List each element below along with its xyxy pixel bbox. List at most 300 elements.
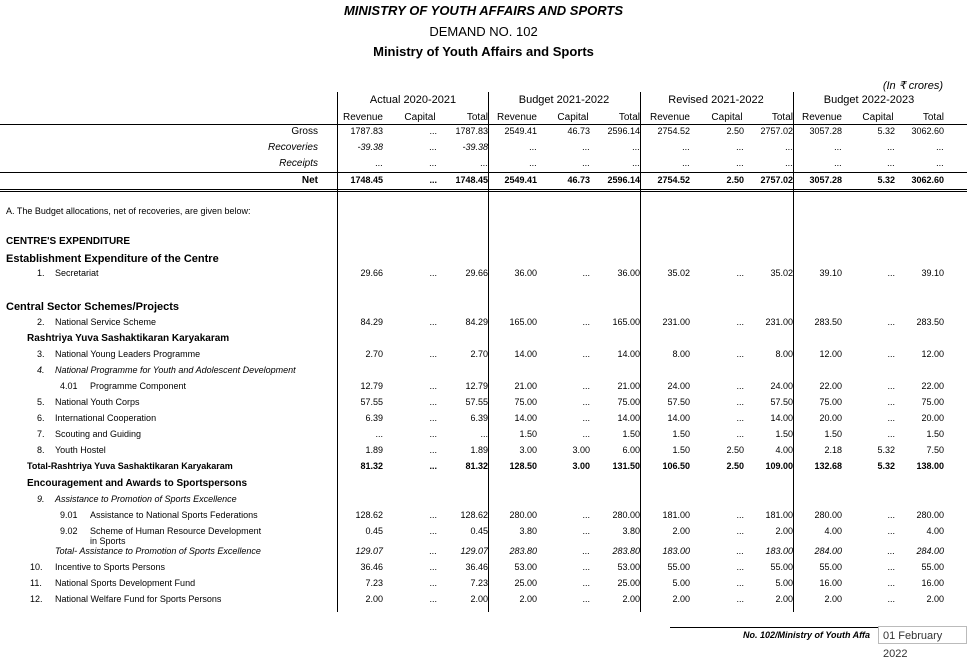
cell-value: 3.80 bbox=[622, 526, 640, 536]
cell-value: ... bbox=[834, 142, 842, 152]
cell-value: 2.00 bbox=[926, 594, 944, 604]
cell-value: ... bbox=[429, 594, 437, 604]
table-row bbox=[0, 461, 967, 477]
row-label: Assistance to National Sports Federations bbox=[90, 510, 258, 520]
cell-value: 2.00 bbox=[775, 526, 793, 536]
cell-value: 12.00 bbox=[921, 349, 944, 359]
cell-value: ... bbox=[736, 526, 744, 536]
cell-value: ... bbox=[429, 461, 437, 471]
cell-value: 35.02 bbox=[770, 268, 793, 278]
cell-value: 2.70 bbox=[365, 349, 383, 359]
cell-value: ... bbox=[582, 268, 590, 278]
row-label: National Sports Development Fund bbox=[55, 578, 196, 588]
cell-value: 46.73 bbox=[567, 126, 590, 136]
cell-value: ... bbox=[429, 445, 437, 455]
table-row bbox=[0, 445, 967, 461]
cell-value: ... bbox=[887, 546, 895, 556]
cell-value: 8.00 bbox=[672, 349, 690, 359]
cell-value: 3.80 bbox=[519, 526, 537, 536]
cell-value: ... bbox=[429, 562, 437, 572]
cell-value: 36.00 bbox=[617, 268, 640, 278]
cell-value: 3.00 bbox=[572, 461, 590, 471]
row-label: Gross bbox=[291, 126, 318, 137]
cell-value: ... bbox=[736, 594, 744, 604]
cell-value: 53.00 bbox=[514, 562, 537, 572]
cell-value: ... bbox=[887, 268, 895, 278]
cell-value: 36.46 bbox=[465, 562, 488, 572]
section-heading-central_sector: Central Sector Schemes/Projects bbox=[6, 301, 180, 313]
section-heading-establishment: Establishment Expenditure of the Centre bbox=[6, 253, 219, 265]
cell-value: 46.73 bbox=[567, 175, 590, 185]
row-label: National Welfare Fund for Sports Persons bbox=[55, 594, 222, 604]
cell-value: 129.07 bbox=[460, 546, 488, 556]
cell-value: ... bbox=[736, 413, 744, 423]
cell-value: 29.66 bbox=[465, 268, 488, 278]
cell-value: 1.50 bbox=[622, 429, 640, 439]
cell-value: ... bbox=[582, 397, 590, 407]
cell-value: 3057.28 bbox=[809, 126, 842, 136]
row-number: 10. bbox=[30, 562, 43, 572]
table-row bbox=[0, 429, 967, 445]
cell-value: 2754.52 bbox=[657, 175, 690, 185]
footer-demand: No. 102/Ministry of Youth Affa bbox=[743, 630, 871, 640]
cell-value: ... bbox=[887, 381, 895, 391]
cell-value: 24.00 bbox=[770, 381, 793, 391]
cell-value: 7.23 bbox=[470, 578, 488, 588]
row-label: Youth Hostel bbox=[55, 445, 106, 455]
cell-value: ... bbox=[736, 381, 744, 391]
cell-value: ... bbox=[887, 413, 895, 423]
row-label: Incentive to Sports Persons bbox=[55, 562, 166, 572]
cell-value: 57.55 bbox=[465, 397, 488, 407]
row-label: Net bbox=[301, 175, 318, 186]
cell-value: 12.79 bbox=[465, 381, 488, 391]
cell-value: 55.00 bbox=[667, 562, 690, 572]
cell-value: 3.00 bbox=[572, 445, 590, 455]
cell-value: ... bbox=[632, 142, 640, 152]
row-number: 1. bbox=[37, 268, 45, 278]
cell-value: 2549.41 bbox=[504, 175, 537, 185]
row-label: Scheme of Human Resource Development bbox=[90, 526, 262, 536]
row-label: National Young Leaders Programme bbox=[55, 349, 201, 359]
row-number: 7. bbox=[37, 429, 45, 439]
cell-value: ... bbox=[375, 429, 383, 439]
row-number: 12. bbox=[30, 594, 43, 604]
cell-value: -39.38 bbox=[462, 142, 488, 152]
sub-header-revenue: Revenue bbox=[342, 112, 383, 123]
cell-value: 131.50 bbox=[612, 461, 640, 471]
cell-value: 2.50 bbox=[726, 126, 744, 136]
cell-value: 231.00 bbox=[765, 317, 793, 327]
cell-value: ... bbox=[582, 413, 590, 423]
cell-value: 2549.41 bbox=[504, 126, 537, 136]
cell-value: ... bbox=[936, 158, 944, 168]
cell-value: ... bbox=[785, 158, 793, 168]
cell-value: 2596.14 bbox=[607, 175, 640, 185]
cell-value: 22.00 bbox=[921, 381, 944, 391]
cell-value: ... bbox=[887, 510, 895, 520]
cell-value: ... bbox=[480, 429, 488, 439]
cell-value: 2.50 bbox=[726, 175, 744, 185]
cell-value: 6.39 bbox=[470, 413, 488, 423]
cell-value: ... bbox=[429, 381, 437, 391]
cell-value: 4.00 bbox=[824, 526, 842, 536]
cell-value: 39.10 bbox=[921, 268, 944, 278]
cell-value: 5.32 bbox=[877, 126, 895, 136]
row-number: 11. bbox=[30, 578, 42, 588]
row-label: Receipts bbox=[279, 158, 318, 169]
row-label: Total- Assistance to Promotion of Sports Excellence bbox=[55, 546, 261, 556]
cell-value: ... bbox=[682, 142, 690, 152]
cell-value: 57.55 bbox=[360, 397, 383, 407]
cell-value: 2.00 bbox=[470, 594, 488, 604]
cell-value: 75.00 bbox=[921, 397, 944, 407]
cell-value: 1.50 bbox=[926, 429, 944, 439]
cell-value: ... bbox=[582, 594, 590, 604]
cell-value: 283.80 bbox=[509, 546, 537, 556]
table-row bbox=[0, 594, 967, 610]
cell-value: ... bbox=[936, 142, 944, 152]
cell-value: 2596.14 bbox=[607, 126, 640, 136]
cell-value: ... bbox=[736, 142, 744, 152]
cell-value: ... bbox=[736, 268, 744, 278]
section-heading-rysk: Rashtriya Yuva Sashaktikaran Karyakaram bbox=[27, 333, 230, 344]
cell-value: 16.00 bbox=[819, 578, 842, 588]
row-number: 5. bbox=[37, 397, 45, 407]
cell-value: ... bbox=[429, 429, 437, 439]
cell-value: 84.29 bbox=[465, 317, 488, 327]
row-number: 4. bbox=[37, 365, 45, 375]
cell-value: 14.00 bbox=[514, 413, 537, 423]
cell-value: 5.32 bbox=[877, 445, 895, 455]
cell-value: 8.00 bbox=[775, 349, 793, 359]
summary-row bbox=[0, 175, 967, 191]
row-label: National Youth Corps bbox=[55, 397, 140, 407]
cell-value: ... bbox=[529, 142, 537, 152]
table-row bbox=[0, 365, 967, 381]
cell-value: ... bbox=[632, 158, 640, 168]
cell-value: 55.00 bbox=[819, 562, 842, 572]
cell-value: 36.46 bbox=[360, 562, 383, 572]
cell-value: ... bbox=[529, 158, 537, 168]
cell-value: 1787.83 bbox=[350, 126, 383, 136]
summary-row bbox=[0, 158, 967, 174]
cell-value: 1.50 bbox=[824, 429, 842, 439]
cell-value: 1.50 bbox=[775, 429, 793, 439]
cell-value: 165.00 bbox=[509, 317, 537, 327]
cell-value: 231.00 bbox=[662, 317, 690, 327]
cell-value: ... bbox=[887, 349, 895, 359]
cell-value: ... bbox=[887, 578, 895, 588]
table-row bbox=[0, 268, 967, 284]
cell-value: ... bbox=[429, 349, 437, 359]
cell-value: 75.00 bbox=[819, 397, 842, 407]
cell-value: 6.00 bbox=[622, 445, 640, 455]
cell-value: ... bbox=[887, 429, 895, 439]
cell-value: ... bbox=[582, 349, 590, 359]
row-label: Assistance to Promotion of Sports Excellence bbox=[55, 494, 237, 504]
cell-value: 280.00 bbox=[916, 510, 944, 520]
row-label: Total-Rashtriya Yuva Sashaktikaran Karyakaram bbox=[27, 461, 233, 471]
cell-value: 35.02 bbox=[667, 268, 690, 278]
table-row bbox=[0, 578, 967, 594]
sub-header-revenue: Revenue bbox=[649, 112, 690, 123]
cell-value: 55.00 bbox=[921, 562, 944, 572]
cell-value: 283.50 bbox=[814, 317, 842, 327]
cell-value: ... bbox=[736, 317, 744, 327]
cell-value: ... bbox=[582, 562, 590, 572]
cell-value: 4.00 bbox=[926, 526, 944, 536]
cell-value: ... bbox=[429, 413, 437, 423]
table-row bbox=[0, 546, 967, 562]
row-number: 2. bbox=[37, 317, 45, 327]
table-row bbox=[0, 562, 967, 578]
table-row bbox=[0, 349, 967, 365]
summary-row bbox=[0, 126, 967, 142]
cell-value: 12.00 bbox=[819, 349, 842, 359]
table-row bbox=[0, 381, 967, 397]
cell-value: 14.00 bbox=[514, 349, 537, 359]
cell-value: 57.50 bbox=[667, 397, 690, 407]
cell-value: 181.00 bbox=[662, 510, 690, 520]
cell-value: ... bbox=[429, 142, 437, 152]
cell-value: ... bbox=[736, 510, 744, 520]
cell-value: 7.23 bbox=[365, 578, 383, 588]
cell-value: 84.29 bbox=[360, 317, 383, 327]
table-row bbox=[0, 317, 967, 333]
cell-value: 3062.60 bbox=[911, 175, 944, 185]
cell-value: 1.89 bbox=[365, 445, 383, 455]
row-number: 9.01 bbox=[60, 510, 78, 520]
cell-value: 5.00 bbox=[775, 578, 793, 588]
cell-value: 2.00 bbox=[824, 594, 842, 604]
cell-value: ... bbox=[429, 317, 437, 327]
cell-value: 25.00 bbox=[514, 578, 537, 588]
cell-value: 1.50 bbox=[672, 445, 690, 455]
row-label: National Programme for Youth and Adolescent Development bbox=[55, 365, 296, 375]
cell-value: 3.00 bbox=[519, 445, 537, 455]
cell-value: 1.89 bbox=[470, 445, 488, 455]
cell-value: ... bbox=[736, 397, 744, 407]
cell-value: ... bbox=[887, 594, 895, 604]
cell-value: 21.00 bbox=[514, 381, 537, 391]
cell-value: 0.45 bbox=[470, 526, 488, 536]
row-label: Programme Component bbox=[90, 381, 187, 391]
cell-value: 3057.28 bbox=[809, 175, 842, 185]
sub-header-capital: Capital bbox=[557, 112, 589, 123]
cell-value: 20.00 bbox=[819, 413, 842, 423]
cell-value: ... bbox=[736, 546, 744, 556]
cell-value: 14.00 bbox=[667, 413, 690, 423]
row-number: 8. bbox=[37, 445, 45, 455]
cell-value: ... bbox=[429, 175, 437, 185]
net-rule-bottom-2 bbox=[0, 191, 967, 192]
cell-value: ... bbox=[887, 317, 895, 327]
row-label: Recoveries bbox=[267, 142, 318, 153]
section-heading-encouragement: Encouragement and Awards to Sportspersons bbox=[27, 478, 248, 489]
sub-header-capital: Capital bbox=[862, 112, 894, 123]
cell-value: ... bbox=[887, 142, 895, 152]
sub-header-capital: Capital bbox=[711, 112, 743, 123]
cell-value: ... bbox=[582, 381, 590, 391]
cell-value: 57.50 bbox=[770, 397, 793, 407]
cell-value: 3062.60 bbox=[911, 126, 944, 136]
cell-value: ... bbox=[429, 546, 437, 556]
column-group-header: Revised 2021-2022 bbox=[668, 94, 764, 106]
cell-value: 53.00 bbox=[617, 562, 640, 572]
cell-value: 1787.83 bbox=[455, 126, 488, 136]
cell-value: ... bbox=[582, 429, 590, 439]
cell-value: 5.32 bbox=[877, 175, 895, 185]
cell-value: 2.00 bbox=[672, 594, 690, 604]
cell-value: 109.00 bbox=[765, 461, 793, 471]
row-label: Secretariat bbox=[55, 268, 99, 278]
cell-value: 39.10 bbox=[819, 268, 842, 278]
cell-value: ... bbox=[887, 158, 895, 168]
cell-value: 183.00 bbox=[765, 546, 793, 556]
table-row bbox=[0, 494, 967, 510]
cell-value: 55.00 bbox=[770, 562, 793, 572]
header-rule bbox=[0, 124, 967, 125]
cell-value: 81.32 bbox=[465, 461, 488, 471]
table-row bbox=[0, 510, 967, 526]
summary-row bbox=[0, 142, 967, 158]
table-row bbox=[0, 413, 967, 429]
cell-value: 5.32 bbox=[877, 461, 895, 471]
cell-value: 2757.02 bbox=[760, 126, 793, 136]
cell-value: 128.50 bbox=[509, 461, 537, 471]
table-row bbox=[0, 397, 967, 413]
cell-value: 2.00 bbox=[775, 594, 793, 604]
cell-value: 2.50 bbox=[726, 461, 744, 471]
cell-value: 20.00 bbox=[921, 413, 944, 423]
ministry-title: MINISTRY OF YOUTH AFFAIRS AND SPORTS bbox=[343, 3, 624, 18]
table-row bbox=[0, 526, 967, 546]
cell-value: 2.00 bbox=[622, 594, 640, 604]
row-number: 9.02 bbox=[60, 526, 78, 536]
cell-value: 2.00 bbox=[519, 594, 537, 604]
cell-value: ... bbox=[887, 397, 895, 407]
cell-value: ... bbox=[736, 158, 744, 168]
cell-value: ... bbox=[582, 526, 590, 536]
cell-value: 12.79 bbox=[360, 381, 383, 391]
cell-value: 75.00 bbox=[514, 397, 537, 407]
cell-value: 14.00 bbox=[617, 349, 640, 359]
cell-value: ... bbox=[785, 142, 793, 152]
cell-value: ... bbox=[429, 510, 437, 520]
cell-value: ... bbox=[429, 158, 437, 168]
cell-value: 2.18 bbox=[824, 445, 842, 455]
cell-value: 21.00 bbox=[617, 381, 640, 391]
cell-value: 2.50 bbox=[726, 445, 744, 455]
sub-header-revenue: Revenue bbox=[801, 112, 842, 123]
cell-value: 4.00 bbox=[775, 445, 793, 455]
cell-value: ... bbox=[582, 317, 590, 327]
cell-value: 129.07 bbox=[355, 546, 383, 556]
cell-value: 24.00 bbox=[667, 381, 690, 391]
cell-value: 183.00 bbox=[662, 546, 690, 556]
cell-value: 14.00 bbox=[617, 413, 640, 423]
row-number: 3. bbox=[37, 349, 45, 359]
cell-value: 283.50 bbox=[916, 317, 944, 327]
cell-value: ... bbox=[429, 268, 437, 278]
sub-header-revenue: Revenue bbox=[496, 112, 537, 123]
cell-value: 283.80 bbox=[612, 546, 640, 556]
cell-value: 1.50 bbox=[672, 429, 690, 439]
cell-value: 284.00 bbox=[814, 546, 842, 556]
cell-value: 75.00 bbox=[617, 397, 640, 407]
sub-header-total: Total bbox=[771, 112, 793, 123]
cell-value: 29.66 bbox=[360, 268, 383, 278]
cell-value: ... bbox=[682, 158, 690, 168]
cell-value: 165.00 bbox=[612, 317, 640, 327]
cell-value: ... bbox=[429, 578, 437, 588]
cell-value: 284.00 bbox=[916, 546, 944, 556]
row-label-continued: in Sports bbox=[90, 536, 126, 546]
cell-value: ... bbox=[429, 526, 437, 536]
row-label: National Service Scheme bbox=[55, 317, 157, 327]
cell-value: ... bbox=[736, 562, 744, 572]
cell-value: 106.50 bbox=[662, 461, 690, 471]
cell-value: 1748.45 bbox=[455, 175, 488, 185]
cell-value: ... bbox=[582, 142, 590, 152]
cell-value: 128.62 bbox=[460, 510, 488, 520]
cell-value: 2754.52 bbox=[657, 126, 690, 136]
cell-value: 1748.45 bbox=[350, 175, 383, 185]
cell-value: 2.00 bbox=[365, 594, 383, 604]
allocation-note: A. The Budget allocations, net of recoveries, are given below: bbox=[6, 206, 251, 216]
sub-header-total: Total bbox=[466, 112, 488, 123]
cell-value: 132.68 bbox=[814, 461, 842, 471]
cell-value: 25.00 bbox=[617, 578, 640, 588]
sub-header-total: Total bbox=[922, 112, 944, 123]
cell-value: 280.00 bbox=[509, 510, 537, 520]
cell-value: ... bbox=[887, 562, 895, 572]
cell-value: ... bbox=[582, 158, 590, 168]
cell-value: 22.00 bbox=[819, 381, 842, 391]
cell-value: 6.39 bbox=[365, 413, 383, 423]
demand-number: DEMAND NO. 102 bbox=[429, 24, 538, 39]
row-label: International Cooperation bbox=[55, 413, 157, 423]
cell-value: ... bbox=[834, 158, 842, 168]
cell-value: 280.00 bbox=[612, 510, 640, 520]
row-number: 6. bbox=[37, 413, 45, 423]
cell-value: ... bbox=[736, 349, 744, 359]
document-subtitle: Ministry of Youth Affairs and Sports bbox=[373, 44, 594, 59]
cell-value: 2757.02 bbox=[760, 175, 793, 185]
cell-value: 1.50 bbox=[519, 429, 537, 439]
column-group-header: Budget 2021-2022 bbox=[518, 94, 610, 106]
cell-value: ... bbox=[582, 510, 590, 520]
cell-value: 2.00 bbox=[672, 526, 690, 536]
cell-value: 280.00 bbox=[814, 510, 842, 520]
cell-value: 128.62 bbox=[355, 510, 383, 520]
column-group-header: Actual 2020-2021 bbox=[369, 94, 457, 106]
row-number: 4.01 bbox=[60, 381, 78, 391]
cell-value: 81.32 bbox=[360, 461, 383, 471]
cell-value: -39.38 bbox=[357, 142, 383, 152]
row-label: Scouting and Guiding bbox=[55, 429, 142, 439]
column-group-header: Budget 2022-2023 bbox=[823, 94, 915, 106]
cell-value: 14.00 bbox=[770, 413, 793, 423]
cell-value: ... bbox=[429, 126, 437, 136]
cell-value: ... bbox=[582, 546, 590, 556]
date-field: 01 February 2022 bbox=[878, 626, 967, 644]
cell-value: 0.45 bbox=[365, 526, 383, 536]
cell-value: 181.00 bbox=[765, 510, 793, 520]
section-heading-centre: CENTRE'S EXPENDITURE bbox=[6, 236, 131, 247]
cell-value: ... bbox=[429, 397, 437, 407]
